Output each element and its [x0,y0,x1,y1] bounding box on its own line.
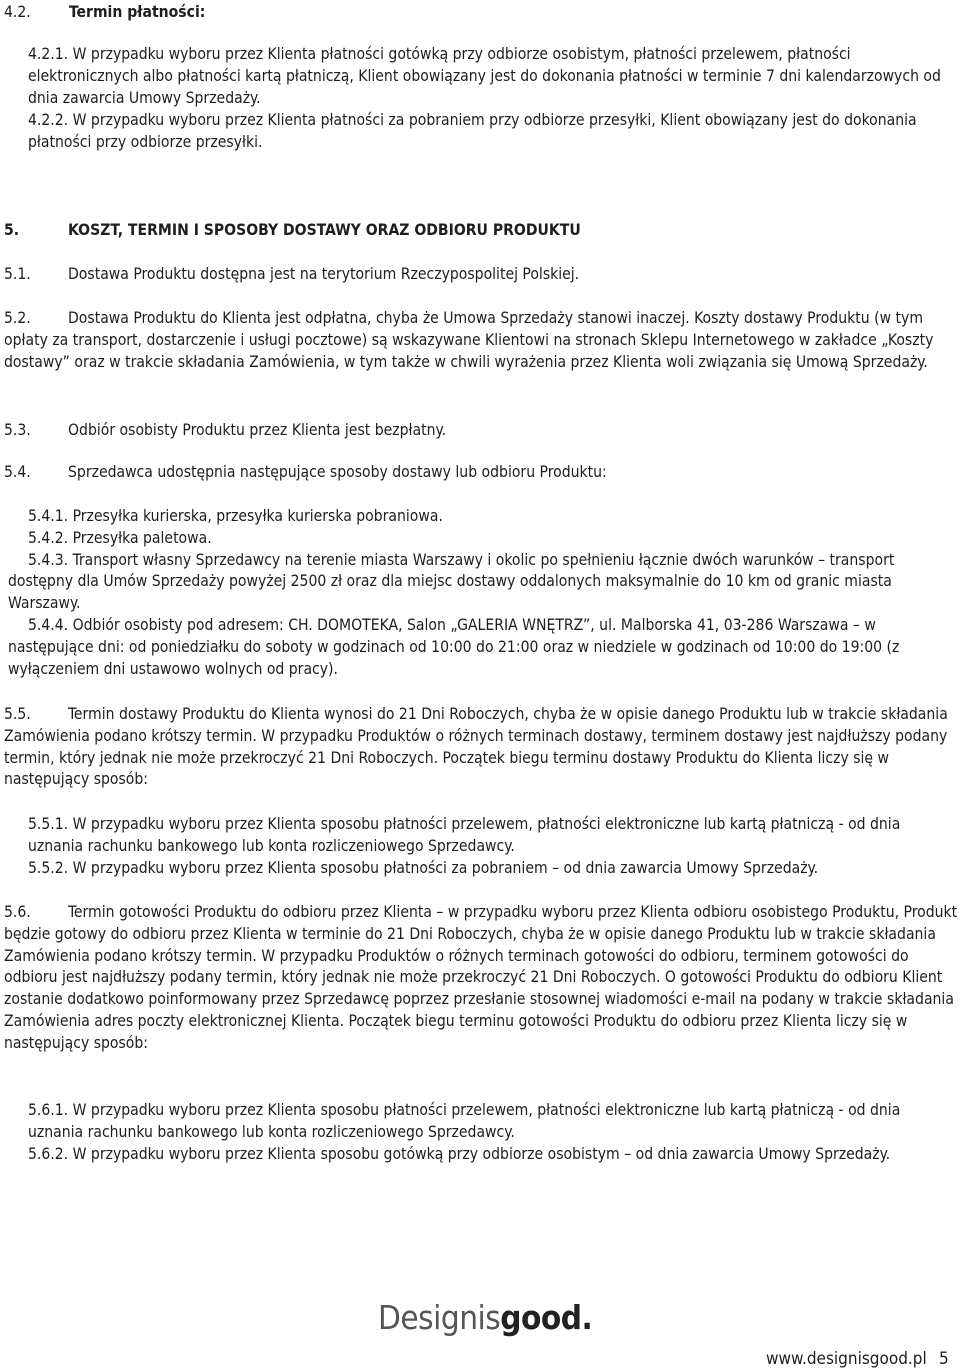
section-5-heading [4,220,958,242]
list-item: 5.5.1. W przypadku wyboru przez Klienta sposobu płatności przelewem, płatności elektroniczne lub kartą płatniczą - od dnia uznania rachunku bankowego lub konta rozliczeniowego Sprzedawcy. [28,815,901,855]
clause-number: 5.4. [4,463,31,481]
clause-5-4-sublist [4,506,958,680]
clause-text: Dostawa Produktu dostępna jest na terytorium Rzeczypospolitej Polskiej. [68,265,580,283]
list-item: 5.5.2. W przypadku wyboru przez Klienta sposobu płatności za pobraniem – od dnia zawarcia Umowy Sprzedaży. [28,858,819,877]
section-title: Termin płatności: [69,3,206,21]
list-item: 5.4.2. Przesyłka paletowa. [28,528,212,547]
clause-5-1 [4,264,958,286]
brand-logo: Designisgood. [378,1298,593,1337]
clause-text: 4.2.2. W przypadku wyboru przez Klienta płatności za pobraniem przy odbiorze przesyłki, Klient obowiązany jest do dokonania płatności przy odbiorze przesyłki. [28,111,917,151]
clause-number: 5.2. [4,309,31,327]
footer-website-link[interactable]: www.designisgood.pl [766,1349,927,1369]
clause-number: 5.1. [4,265,31,283]
section-number: 5. [4,221,20,239]
list-item: 5.6.2. W przypadku wyboru przez Klienta sposobu gotówką przy odbiorze osobistym – od dnia zawarcia Umowy Sprzedaży. [28,1144,891,1163]
list-item: 5.4.3. Transport własny Sprzedawcy na terenie miasta Warszawy i okolic po spełnieniu łącznie dwóch warunków – transport dostępny dla Umów Sprzedaży powyżej 2500 zł oraz dla miejsc dostawy oddalonych maksymalnie do 10 km od granic miasta Warszawy. [8,550,895,613]
clause-4-2-1 [4,44,958,109]
list-item: 5.4.4. Odbiór osobisty pod adresem: CH. DOMOTEKA, Salon „GALERIA WNĘTRZ”, ul. Malborska 41, 03-286 Warszawa – w następujące dni: od poniedziałku do soboty w godzinach od 10:00 do 21:00 oraz w niedziele w godzinach od 10:00 do 19:00 (z wyłączeniem dni ustawowo wolnych od pracy). [8,615,900,678]
section-4-2-heading [4,2,958,24]
clause-text: Sprzedawca udostępnia następujące sposoby dostawy lub odbioru Produktu: [68,463,607,481]
list-item: 5.4.1. Przesyłka kurierska, przesyłka kurierska pobraniowa. [28,507,443,525]
section-title: KOSZT, TERMIN I SPOSOBY DOSTAWY ORAZ ODBIORU PRODUKTU [68,221,581,239]
clause-number: 5.6. [4,903,31,921]
clause-number: 5.5. [4,705,31,723]
clause-5-4 [4,462,958,484]
clause-text: Termin dostawy Produktu do Klienta wynosi do 21 Dni Roboczych, chyba że w opisie danego Produktu lub w trakcie składania Zamówienia podano krótszy termin. W przypadku Produktów o różnych terminach dostawy, terminem dostawy jest najdłuższy podany termin, który jednak nie może przekroczyć 21 Dni Roboczych. Początek biegu terminu dostawy Produktu do Klienta liczy się w następujący sposób: [4,705,948,789]
clause-text: 4.2.1. W przypadku wyboru przez Klienta płatności gotówką przy odbiorze osobistym, płatności przelewem, płatności elektronicznych albo płatności kartą płatniczą, Klient obowiązany jest do dokonania płatności w terminie 7 dni kalendarzowych od dnia zawarcia Umowy Sprzedaży. [28,45,941,107]
list-item: 5.6.1. W przypadku wyboru przez Klienta sposobu płatności przelewem, płatności elektroniczne lub kartą płatniczą - od dnia uznania rachunku bankowego lub konta rozliczeniowego Sprzedawcy. [28,1101,901,1141]
clause-number: 5.3. [4,421,31,439]
clause-5-5-sublist [4,814,958,879]
clause-5-3 [4,420,958,442]
clause-text: Termin gotowości Produktu do odbioru przez Klienta – w przypadku wyboru przez Klienta odbioru osobistego Produktu, Produkt będzie gotowy do odbioru przez Klienta w terminie do 21 Dni Roboczych, chyba że w opisie danego Produktu lub w trakcie składania Zamówienia podano krótszy termin. W przypadku Produktów o różnych terminach gotowości do odbioru, terminem gotowości do odbioru jest najdłuższy podany termin, który jednak nie może przekroczyć 21 Dni Roboczych. O gotowości Produktu do odbioru Klient zostanie dodatkowo poinformowany przez Sprzedawcę poprzez przesłanie stosownej wiadomości e-mail na podany w trakcie składania Zamówienia adres poczty elektronicznej Klienta. Początek biegu terminu gotowości Produktu do odbioru przez Klienta liczy się w następujący sposób: [4,903,958,1052]
section-number: 4.2. [4,3,31,21]
clause-text: Odbiór osobisty Produktu przez Klienta jest bezpłatny. [68,421,447,439]
clause-text: Dostawa Produktu do Klienta jest odpłatna, chyba że Umowa Sprzedaży stanowi inaczej. Koszty dostawy Produktu (w tym opłaty za transport, dostarczenie i usługi pocztowe) są wskazywane Klientowi na stronach Sklepu Internetowego w zakładce „Koszty dostawy” oraz w trakcie składania Zamówienia, w tym także w chwili wyrażenia przez Klienta woli związania się Umową Sprzedaży. [4,309,934,371]
clause-5-6-sublist [4,1100,958,1165]
clause-5-6 [4,902,958,1055]
clause-4-2-2 [4,110,958,154]
clause-5-2 [4,308,958,373]
clause-5-5 [4,704,958,791]
page-number: 5 [939,1349,949,1369]
